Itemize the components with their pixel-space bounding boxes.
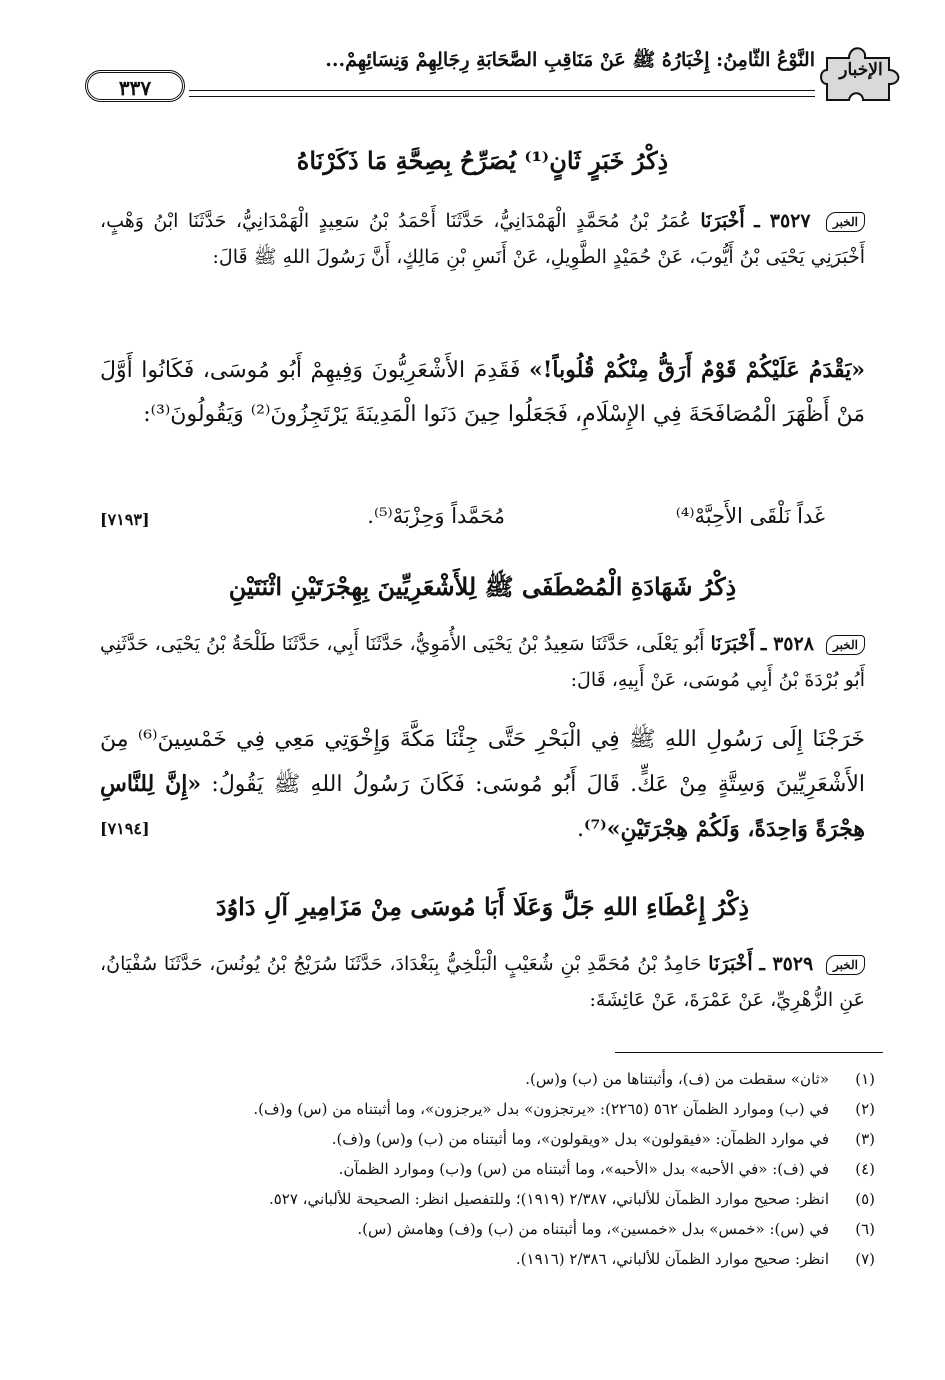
khabar-marker: الخبر	[826, 635, 865, 655]
footnote-text: في (س): «خمس» بدل «خمسين»، وما أثبتناه من (ب) و(ف) وهامش (س).	[357, 1220, 829, 1238]
poem-verse	[100, 504, 865, 542]
section-heading: ذِكْرُ إِعْطَاءِ اللهِ جَلَّ وَعَلَا أَبَا مُوسَى مِنْ مَزَامِيرِ آلِ دَاوُدَ	[215, 892, 750, 921]
akhbarana-word: أَخْبَرَنَا	[710, 633, 755, 655]
hadith-matn	[100, 348, 865, 437]
footnote-number: (٥)	[855, 1190, 875, 1208]
hadith-number: ٣٥٢٧ ـ	[754, 210, 811, 232]
footnote-text: «ثان» سقطت من (ف)، وأثبتناها من (ب) و(س).	[525, 1070, 829, 1088]
footnote	[100, 1064, 875, 1094]
footnotes	[100, 1064, 875, 1274]
reference-number: [٧١٩٣]	[100, 510, 150, 529]
akhbarana-word: أَخْبَرَنَا	[708, 953, 753, 975]
footnote	[100, 1244, 875, 1274]
footnote-text: في (ف): «في الأحبه» بدل «الأحبه»، وما أثبتناه من (س) و(ب) وموارد الظمآن.	[338, 1160, 829, 1178]
footnote-number: (٦)	[855, 1220, 875, 1238]
matn-quote: «يَقْدَمُ عَلَيْكُمْ قَوْمٌ أَرَقُّ مِنْكُمْ قُلُوباً!»	[529, 357, 865, 383]
footnote-number: (١)	[855, 1070, 875, 1088]
hadith-number: ٣٥٢٨ ـ	[760, 633, 814, 655]
footnote-text: في موارد الظمآن: «فيقولون» بدل «ويقولون»، وما أثبتناه من (ب) و(س) و(ف).	[331, 1130, 829, 1148]
khabar-marker: الخبر	[826, 212, 865, 232]
footnote-number: (٤)	[855, 1160, 875, 1178]
footnote-number: (٧)	[855, 1250, 875, 1268]
footnote	[100, 1214, 875, 1244]
hadith-isnad	[100, 203, 865, 275]
footnote	[100, 1154, 875, 1184]
section-heading: ذِكْرُ شَهَادَةِ الْمُصْطَفَى ﷺ لِلأَشْعَرِيِّينَ بِهِجْرَتَيْنِ اثْنَتَيْنِ	[228, 572, 737, 601]
header-rule	[189, 96, 815, 97]
page-number: ٣٣٧	[118, 76, 152, 100]
isnad-text: عُمَرُ بْنُ مُحَمَّدٍ الْهَمْدَانِيُّ، حَدَّثَنَا أَحْمَدُ بْنُ سَعِيدٍ الْهَمْدَانِيُّ، حَدَّثَنَا ابْنُ وَهْبٍ، أَخْبَرَنِي يَحْيَى بْنُ أَيُّوبَ، عَنْ حُمَيْدٍ الطَّوِيلِ، عَنْ أَنَسِ بْنِ مَالِكٍ، أَنَّ رَسُولَ اللهِ ﷺ قَالَ:	[100, 210, 865, 268]
footnote-text: في (ب) وموارد الظمآن ٥٦٢ (٢٢٦٥): «يرتجزون» بدل «يرجزون»، وما أثبتناه من (س) و(ف).	[253, 1100, 829, 1118]
page-header	[85, 42, 905, 110]
poem-first-hemistich: غَداً نَلْقَى الأَحِبَّهْ⁽⁴⁾	[675, 504, 825, 528]
running-title: النَّوْعُ الثَّامِنُ: إِخْبَارُهُ ﷺ عَنْ مَنَاقِبِ الصَّحَابَةِ رِجَالِهِمْ وَنِسَائِهِمْ...	[325, 49, 815, 71]
hadith-isnad	[100, 946, 865, 1018]
footnote-number: (٢)	[855, 1100, 875, 1118]
matn-text: فَقَدِمَ الأَشْعَرِيُّونَ وَفِيهِمْ أَبُو مُوسَى، فَكَانُوا أَوَّلَ مَنْ أَظْهَرَ الْمُصَافَحَةَ فِي الإِسْلَامِ، فَجَعَلُوا حِينَ دَنَوا الْمَدِينَةَ يَرْتَجِزُونَ⁽²⁾ وَيَقُولُونَ⁽³⁾:	[100, 358, 865, 427]
footnote-number: (٣)	[855, 1130, 875, 1148]
footnote	[100, 1124, 875, 1154]
akhbarana-word: أَخْبَرَنَا	[700, 210, 745, 232]
footnote	[100, 1184, 875, 1214]
footnote-separator	[615, 1052, 883, 1053]
matn-text: خَرَجْنَا إِلَى رَسُولِ اللهِ ﷺ فِي الْبَحْرِ حَتَّى جِئْنَا مَكَّةَ وَإِخْوَتِي مَعِي فِي خَمْسِينَ⁽⁶⁾ مِنَ الأَشْعَرِيِّينَ وَسِتَّةٍ مِنْ عَكٍّ. قَالَ أَبُو مُوسَى: فَكَانَ رَسُولُ اللهِ ﷺ يَقُولُ:	[100, 727, 865, 797]
footnote-text: انظر: صحيح موارد الظمآن للألباني، ٢/٣٨٧ (١٩١٩)؛ وللتفصيل انظر: الصحيحة للألباني، ٥٢٧.	[268, 1190, 829, 1208]
footnote	[100, 1094, 875, 1124]
footnote-text: انظر: صحيح موارد الظمآن للألباني، ٢/٣٨٦ (١٩١٦).	[515, 1250, 829, 1268]
isnad-text: أَبُو يَعْلَى، حَدَّثَنَا سَعِيدُ بْنُ يَحْيَى الأُمَوِيُّ، حَدَّثَنَا أَبِي، حَدَّثَنَا طَلْحَةُ بْنُ يَحْيَى، حَدَّثَنِي أَبُو بُرْدَةَ بْنُ أَبِي مُوسَى، عَنْ أَبِيهِ، قَالَ:	[100, 633, 865, 691]
book-label: الإخبار	[839, 60, 883, 80]
hadith-number: ٣٥٢٩ ـ	[759, 953, 814, 975]
khabar-marker: الخبر	[826, 955, 865, 975]
page-number-badge	[85, 70, 185, 102]
header-rule	[189, 90, 815, 91]
matn-quote: «إِنَّ لِلنَّاسِ هِجْرَةً وَاحِدَةً، وَلَكُمْ هِجْرَتَيْنِ»⁽⁷⁾	[100, 771, 865, 842]
hadith-matn: خَرَجْنَا إِلَى رَسُولِ اللهِ ﷺ فِي الْبَحْرِ حَتَّى جِئْنَا مَكَّةَ وَإِخْوَتِي مَعِي فِي خَمْسِينَ⁽⁶⁾ مِنَ الأَشْعَرِيِّينَ وَسِتَّةٍ مِنْ عَكٍّ. قَالَ أَبُو مُوسَى: فَكَانَ رَسُولُ اللهِ ﷺ يَقُولُ: «إِنَّ لِلنَّاسِ هِجْرَةً وَاحِدَةً، وَلَكُمْ هِجْرَتَيْنِ»⁽⁷⁾. [٧١٩٤]	[100, 718, 865, 852]
hadith-isnad	[100, 626, 865, 698]
isnad-text: حَامِدُ بْنُ مُحَمَّدِ بْنِ شُعَيْبٍ الْبَلْخِيُّ بِبَغْدَادَ، حَدَّثَنَا سُرَيْجُ بْنُ يُونُسَ، حَدَّثَنَا سُفْيَانُ، عَنِ الزُّهْرِيِّ، عَنْ عَمْرَةَ، عَنْ عَائِشَةَ:	[100, 953, 865, 1011]
section-heading: ذِكْرُ خَبَرٍ ثَانٍ⁽¹⁾ يُصَرِّحُ بِصِحَّةِ مَا ذَكَرْنَاهُ	[296, 146, 669, 175]
poem-second-hemistich: مُحَمَّداً وَحِزْبَهْ⁽⁵⁾.	[367, 504, 505, 528]
reference-number: [٧١٩٤]	[100, 819, 150, 838]
